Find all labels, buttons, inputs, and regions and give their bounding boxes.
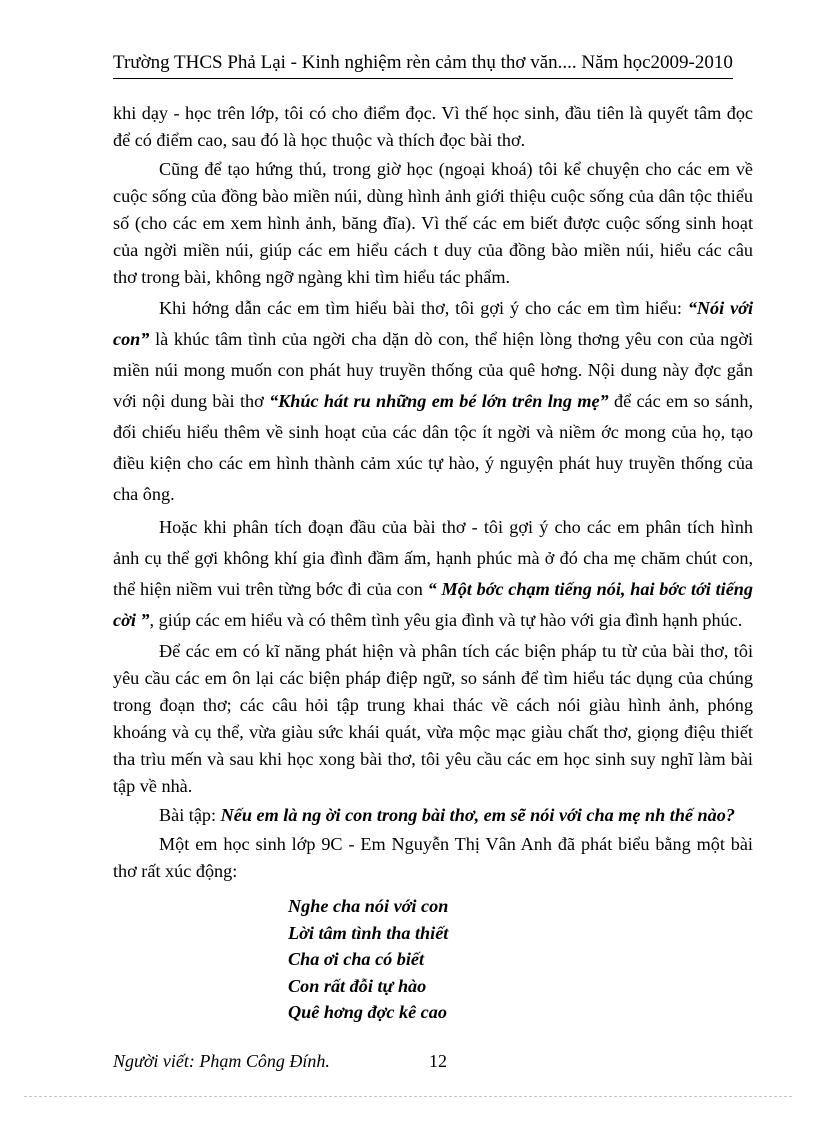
document-body [113,100,753,1026]
paragraph-3 [113,293,753,510]
paragraph-2: Cũng để tạo hứng thú, trong giờ học (ngoại khoá) tôi kể chuyện cho các em về cuộc sống của đồng bào miền núi, dùng hình ảnh giới thiệu cuộc sống của dân tộc thiểu số (cho các em xem hình ảnh, băng đĩa). Vì thế các em biết được cuộc sống sinh hoạt của ngời miền núi, giúp các em hiểu cách t duy của đồng bào miền núi, hiểu các câu thơ trong bài, không ngỡ ngàng khi tìm hiểu tác phẩm. [113,159,753,287]
poem-title-khuc-hat-ru: “Khúc hát ru những em bé lớn trên lng mẹ” [269,391,609,411]
poem-line: Nghe cha nói với con [288,896,449,916]
paragraph-5: Để các em có kĩ năng phát hiện và phân tích các biện pháp tu từ của bài thơ, tôi yêu cầu các em ôn lại các biện pháp điệp ngữ, so sánh để tìm hiểu tác dụng của chúng trong đoạn thơ; các câu hỏi tập trung khai thác về cách nói giàu hình ảnh, phóng khoáng và cụ thể, vừa giàu sức khái quát, vừa mộc mạc giàu chất thơ, giọng điệu thiết tha trìu mến và sau khi học xong bài thơ, tôi yêu cầu các em học sinh suy nghĩ làm bài tập về nhà. [113,641,753,796]
page-number: 12 [429,1051,447,1071]
paragraph-3-text-c: là khúc tâm tình của ngời cha dặn dò con, thể hiện lòng thơng yêu con của ngời miền núi mong muốn con phát huy truyền thống của quê hơng. Nội dung này đợc gắn với nội dung bài thơ [113,329,753,411]
poem-line: Lời tâm tình tha thiết [288,922,449,943]
paragraph-7: Một em học sinh lớp 9C - Em Nguyễn Thị Vân Anh đã phát biểu bằng một bài thơ rất xúc động: [113,834,753,881]
paragraph-1: khi dạy - học trên lớp, tôi có cho điểm đọc. Vì thế học sinh, đầu tiên là quyết tâm đọc để có điểm cao, sau đó là học thuộc và thích đọc bài thơ. [113,103,753,150]
poem-line: Quê hơng đợc kê cao [288,1002,447,1022]
page-bottom-divider [24,1096,792,1097]
page-header: Trường THCS Phả Lại - Kinh nghiệm rèn cảm thụ thơ văn.... Năm học2009-2010 [113,50,733,79]
page-footer [113,1051,447,1072]
poem-quote: “ Một bớc chạm tiếng nói, hai bớc tới tiếng cời ” [113,579,753,630]
poem-title-noi-voi-con: “Nói với con” [113,298,753,349]
footer-author: Người viết: Phạm Công Đính. [113,1051,330,1071]
student-poem [288,893,753,1026]
paragraph-3-text-a: Khi hớng dẫn các em tìm hiểu bài thơ, tôi gợi ý cho các em tìm hiểu: [159,298,688,318]
paragraph-6 [113,802,753,829]
exercise-question: Nếu em là ng ời con trong bài thơ, em sẽ nói với cha mẹ nh thế nào? [220,805,735,825]
paragraph-4-text-c: , giúp các em hiểu và có thêm tình yêu gia đình và tự hào với gia đình hạnh phúc. [149,610,743,630]
paragraph-3-text-e: để các em so sánh, đối chiếu hiểu thêm về sinh hoạt của các dân tộc ít ngời và niềm ớc mong của họ, tạo điều kiện cho các em hình thành cảm xúc tự hào, ý nguyện phát huy truyền thống của cha ông. [113,391,753,504]
paragraph-4 [113,512,753,636]
paragraph-4-text-a: Hoặc khi phân tích đoạn đầu của bài thơ - tôi gợi ý cho các em phân tích hình ảnh cụ thể gợi không khí gia đình đầm ấm, hạnh phúc mà ở đó cha mẹ chăm chút con, thể hiện niềm vui trên từng bớc đi của con [113,517,753,599]
poem-line: Con rất đỗi tự hào [288,975,427,996]
poem-line: Cha ơi cha có biết [288,949,425,969]
exercise-label: Bài tập: [159,805,221,825]
